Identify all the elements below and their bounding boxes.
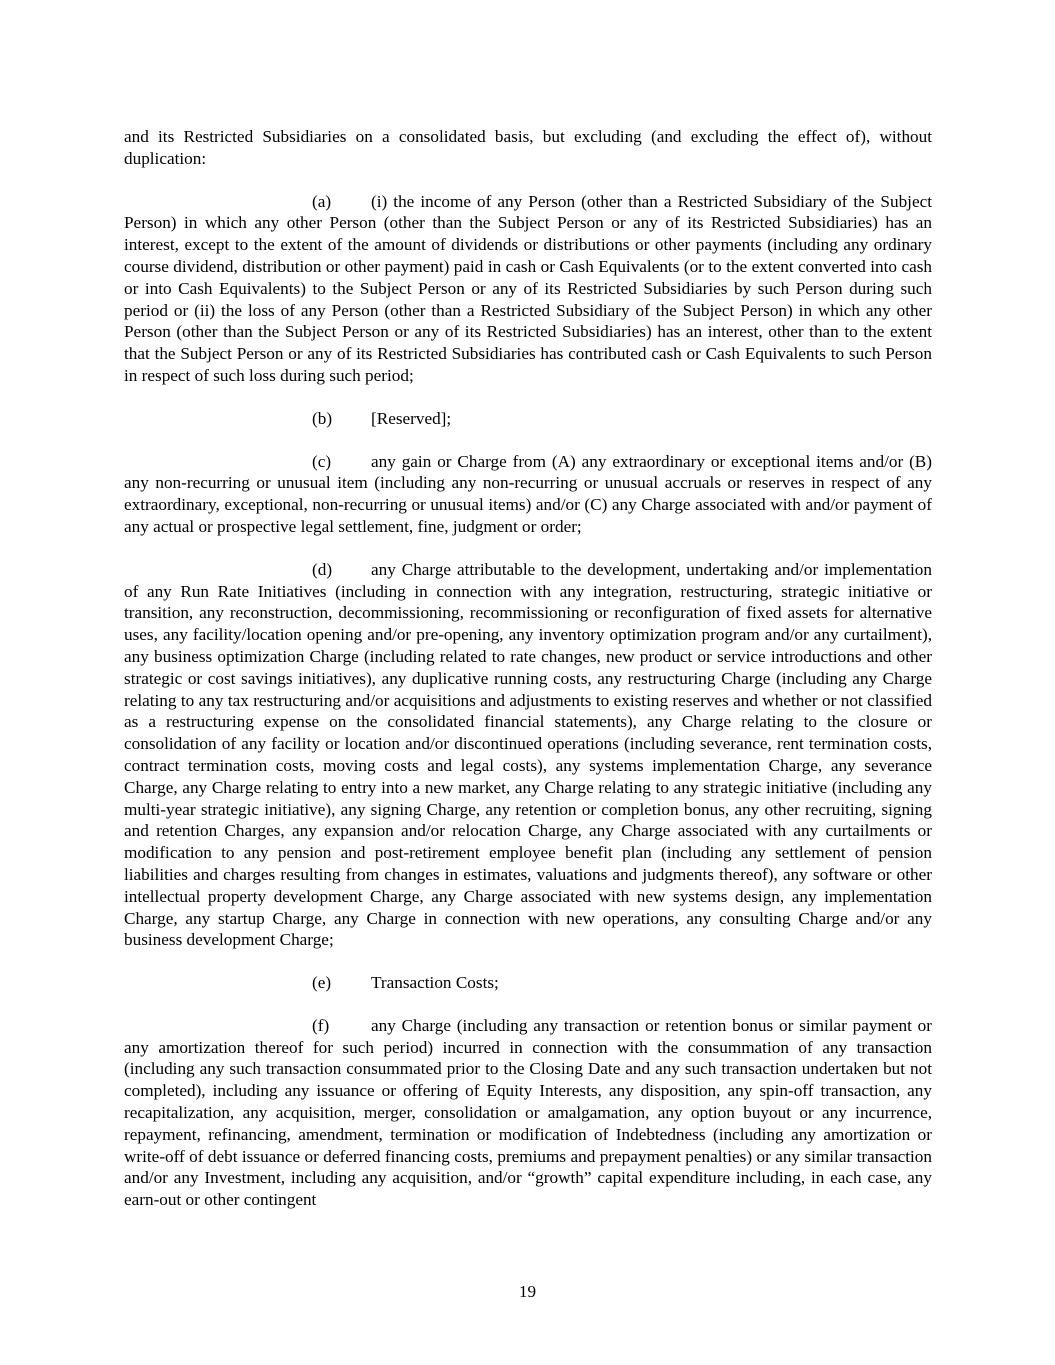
clause-marker: (a) bbox=[312, 191, 332, 211]
clause-marker: (b) bbox=[312, 408, 333, 428]
clause-text: any gain or Charge from (A) any extraordinary or exceptional items and/or (B) any non-recurring or unusual item (including any non-recurring or unusual accruals or reserves in respect of any extraordinary, exceptional, non-recurring or unusual items) and/or (C) any Charge associated with and/or payment of any actual or prospective legal settlement, fine, judgment or order; bbox=[124, 451, 932, 536]
page-number: 19 bbox=[518, 1282, 537, 1301]
clause-marker: (e) bbox=[312, 973, 332, 993]
intro-paragraph: and its Restricted Subsidiaries on a consolidated basis, but excluding (and excluding the effect of), without duplication: bbox=[124, 127, 932, 168]
document-page bbox=[124, 126, 932, 1232]
clause-c bbox=[124, 451, 932, 538]
clause-f bbox=[124, 1015, 932, 1211]
clause-marker: (d) bbox=[312, 559, 333, 579]
clause-a bbox=[124, 191, 932, 387]
clause-b bbox=[124, 408, 932, 430]
clause-text: (i) the income of any Person (other than a Restricted Subsidiary of the Subject Person) in which any other Person (other than the Subject Person or any of its Restricted Subsidiaries) has an interest, except to the extent of the amount of dividends or distributions or other payments (including any ordinary course dividend, distribution or other payment) paid in cash or Cash Equivalents (or to the extent converted into cash or into Cash Equivalents) to the Subject Person or any of its Restricted Subsidiaries by such Person during such period or (ii) the loss of any Person (other than a Restricted Subsidiary of the Subject Person) in which any other Person (other than the Subject Person or any of its Restricted Subsidiaries) has an interest, other than to the extent that the Subject Person or any of its Restricted Subsidiaries has contributed cash or Cash Equivalents to such Person in respect of such loss during such period; bbox=[124, 191, 932, 385]
clause-marker: (c) bbox=[312, 451, 332, 471]
clause-d bbox=[124, 559, 932, 951]
clause-text: any Charge attributable to the development, undertaking and/or implementation of any Run Rate Initiatives (including in connection with any integration, restructuring, strategic initiative or transition, any reconstruction, decommissioning, recommissioning or reconfiguration of fixed assets for alternative uses, any facility/location opening and/or pre-opening, any inventory optimization program and/or any curtailment), any business optimization Charge (including related to rate changes, new product or service introductions and other strategic or cost savings initiatives), any duplicative running costs, any restructuring Charge (including any Charge relating to any tax restructuring and/or acquisitions and adjustments to existing reserves and whether or not classified as a restructuring expense on the consolidated financial statements), any Charge relating to the closure or consolidation of any facility or location and/or discontinued operations (including severance, rent termination costs, contract termination costs, moving costs and legal costs), any systems implementation Charge, any severance Charge, any Charge relating to entry into a new market, any Charge relating to any strategic initiative (including any multi-year strategic initiative), any signing Charge, any retention or completion bonus, any other recruiting, signing and retention Charges, any expansion and/or relocation Charge, any Charge associated with any curtailments or modification to any pension and post-retirement employee benefit plan (including any settlement of pension liabilities and charges resulting from changes in estimates, valuations and judgments thereof), any software or other intellectual property development Charge, any Charge associated with new systems design, any implementation Charge, any startup Charge, any Charge in connection with new operations, any consulting Charge and/or any business development Charge; bbox=[124, 559, 932, 950]
clause-text: Transaction Costs; bbox=[371, 973, 499, 993]
clause-text: [Reserved]; bbox=[371, 408, 452, 428]
clause-e bbox=[124, 972, 932, 994]
clause-text: any Charge (including any transaction or retention bonus or similar payment or any amortization thereof for such period) incurred in connection with the consummation of any transaction (including any such transaction consummated prior to the Closing Date and any such transaction undertaken but not completed), including any issuance or offering of Equity Interests, any disposition, any spin-off transaction, any recapitalization, any acquisition, merger, consolidation or amalgamation, any option buyout or any incurrence, repayment, refinancing, amendment, termination or modification of Indebtedness (including any amortization or write-off of debt issuance or deferred financing costs, premiums and prepayment penalties) or any similar transaction and/or any Investment, including any acquisition, and/or “growth” capital expenditure including, in each case, any earn-out or other contingent bbox=[124, 1015, 932, 1210]
clause-marker: (f) bbox=[312, 1015, 330, 1035]
